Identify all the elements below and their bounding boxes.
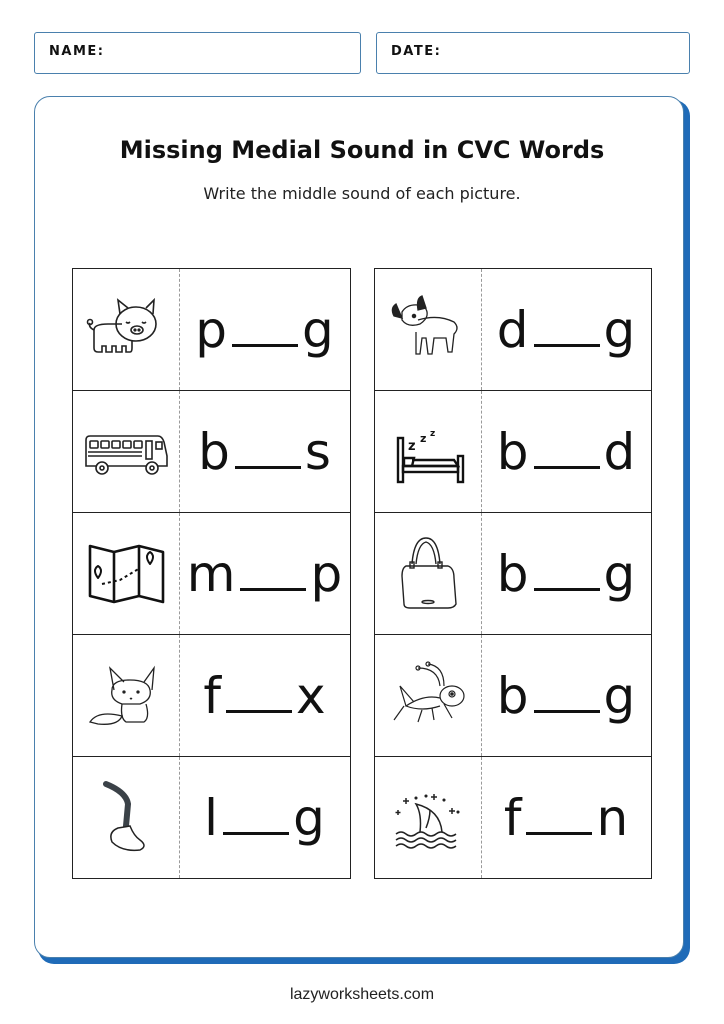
answer-blank[interactable] — [232, 344, 298, 347]
grasshopper-icon — [375, 635, 482, 756]
word-puzzle — [482, 513, 651, 634]
card-leg — [73, 757, 350, 878]
date-label: DATE: — [391, 44, 442, 59]
leg-icon — [73, 757, 180, 878]
answer-blank[interactable] — [223, 832, 289, 835]
answer-blank[interactable] — [235, 466, 301, 469]
right-column — [374, 268, 652, 879]
svg-text:z: z — [430, 428, 436, 439]
dog-icon — [375, 269, 482, 390]
card-bed — [375, 391, 651, 513]
first-letter: b — [496, 666, 530, 725]
first-letter: b — [496, 544, 530, 603]
answer-blank[interactable] — [534, 466, 600, 469]
word-puzzle — [180, 391, 350, 512]
answer-blank[interactable] — [240, 588, 306, 591]
word-puzzle — [180, 757, 350, 878]
pig-icon — [73, 269, 180, 390]
word-puzzle — [180, 635, 350, 756]
first-letter: d — [496, 300, 530, 359]
last-letter: p — [310, 544, 344, 603]
date-field[interactable] — [376, 32, 690, 74]
last-letter: g — [603, 544, 637, 603]
first-letter: l — [204, 788, 220, 847]
left-column — [72, 268, 351, 879]
word-puzzle — [482, 757, 651, 878]
card-dog — [375, 269, 651, 391]
answer-blank[interactable] — [534, 588, 600, 591]
card-fox — [73, 635, 350, 757]
footer-site: lazyworksheets.com — [289, 986, 435, 1003]
worksheet-instructions: Write the middle sound of each picture. — [203, 184, 521, 203]
last-letter: s — [304, 422, 332, 481]
bed-icon — [375, 391, 482, 512]
svg-text:z: z — [408, 438, 416, 454]
word-puzzle — [482, 269, 651, 390]
card-pig — [73, 269, 350, 391]
last-letter: g — [603, 300, 637, 359]
word-puzzle — [482, 391, 651, 512]
word-puzzle — [180, 513, 350, 634]
fox-icon — [73, 635, 180, 756]
first-letter: m — [186, 544, 237, 603]
card-fin — [375, 757, 651, 878]
first-letter: p — [195, 300, 228, 359]
name-field[interactable] — [34, 32, 361, 74]
last-letter: n — [596, 788, 630, 847]
last-letter: g — [293, 788, 326, 847]
answer-blank[interactable] — [226, 710, 292, 713]
map-icon — [73, 513, 180, 634]
svg-text:z: z — [420, 431, 427, 445]
last-letter: x — [296, 666, 327, 725]
first-letter: f — [503, 788, 523, 847]
answer-blank[interactable] — [534, 344, 600, 347]
word-puzzle — [180, 269, 350, 390]
worksheet-title: Missing Medial Sound in CVC Words — [119, 136, 605, 164]
name-label: NAME: — [49, 44, 105, 59]
last-letter: d — [603, 422, 637, 481]
bus-icon — [73, 391, 180, 512]
card-bus — [73, 391, 350, 513]
last-letter: g — [603, 666, 637, 725]
card-bug — [375, 635, 651, 757]
last-letter: g — [302, 300, 335, 359]
card-bag — [375, 513, 651, 635]
first-letter: f — [203, 666, 222, 725]
first-letter: b — [198, 422, 231, 481]
answer-blank[interactable] — [526, 832, 592, 835]
card-map — [73, 513, 350, 635]
bag-icon — [375, 513, 482, 634]
first-letter: b — [496, 422, 530, 481]
shark-fin-icon — [375, 757, 482, 878]
answer-blank[interactable] — [534, 710, 600, 713]
word-puzzle — [482, 635, 651, 756]
